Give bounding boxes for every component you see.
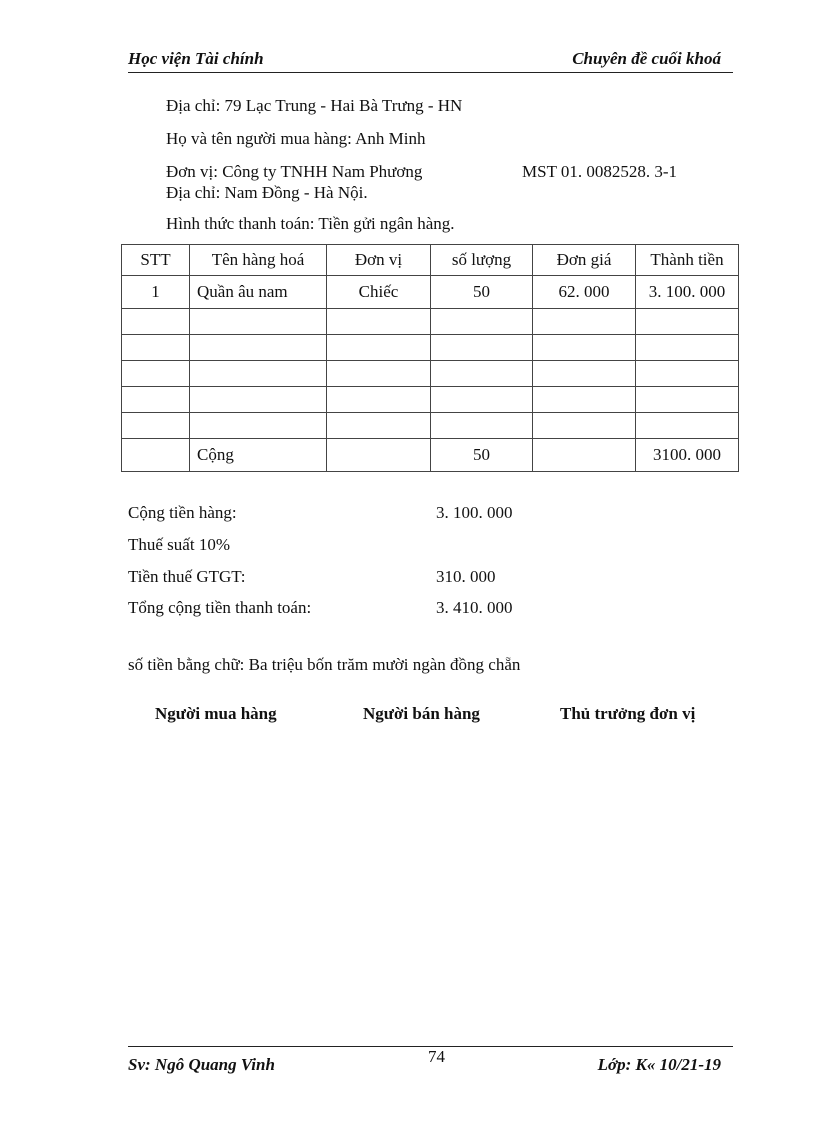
signature-head: Thủ trưởng đơn vị: [560, 704, 696, 723]
tax-code: MST 01. 0082528. 3-1: [522, 162, 678, 181]
table-header-cell: số lượng: [431, 245, 533, 276]
table-row: [122, 276, 739, 309]
cell-name: Quần âu nam: [190, 276, 327, 309]
page-header: [128, 48, 733, 73]
table-header-row: [122, 245, 739, 276]
goods-total-value: 3. 100. 000: [436, 503, 513, 522]
cell-amount: 3. 100. 000: [636, 276, 739, 309]
buyer-name: Họ và tên người mua hàng: Anh Minh: [166, 129, 426, 148]
total-row: [122, 439, 739, 472]
payment-method: Hình thức thanh toán: Tiền gửi ngân hàng.: [166, 214, 455, 233]
total-amount: 3100. 000: [636, 439, 739, 472]
table-header-cell: Đơn vị: [327, 245, 431, 276]
invoice-table: [121, 244, 739, 472]
footer-class: Lớp: K« 10/21-19: [597, 1055, 721, 1074]
signature-seller: Người bán hàng: [363, 704, 480, 723]
vat-value: 310. 000: [436, 567, 496, 586]
table-header-cell: Đơn giá: [533, 245, 636, 276]
grand-total-label: Tổng cộng tiền thanh toán:: [128, 598, 312, 617]
amount-in-words: số tiền bằng chữ: Ba triệu bốn trăm mười ngàn đồng chẵn: [128, 655, 521, 674]
empty-row: [122, 387, 739, 413]
table-header-cell: STT: [122, 245, 190, 276]
table-header-cell: Thành tiền: [636, 245, 739, 276]
buyer-unit: Đơn vị: Công ty TNHH Nam Phương: [166, 162, 423, 181]
tax-rate-label: Thuế suất 10%: [128, 535, 230, 554]
empty-row: [122, 309, 739, 335]
total-qty: 50: [431, 439, 533, 472]
page-number: 74: [428, 1047, 445, 1066]
cell-price: 62. 000: [533, 276, 636, 309]
cell-unit: Chiếc: [327, 276, 431, 309]
grand-total-value: 3. 410. 000: [436, 598, 513, 617]
cell-qty: 50: [431, 276, 533, 309]
seller-address: Địa chỉ: 79 Lạc Trung - Hai Bà Trưng - HN: [166, 96, 463, 115]
footer-student: Sv: Ngô Quang Vinh: [128, 1055, 275, 1074]
total-label: Cộng: [190, 439, 327, 472]
empty-row: [122, 335, 739, 361]
signature-buyer: Người mua hàng: [155, 704, 277, 723]
cell-stt: 1: [122, 276, 190, 309]
empty-row: [122, 413, 739, 439]
goods-total-label: Cộng tiền hàng:: [128, 503, 237, 522]
table-header-cell: Tên hàng hoá: [190, 245, 327, 276]
empty-row: [122, 361, 739, 387]
buyer-address: Địa chỉ: Nam Đồng - Hà Nội.: [166, 183, 368, 202]
header-title: Chuyên đề cuối khoá: [572, 49, 721, 68]
header-institution: Học viện Tài chính: [128, 49, 264, 68]
vat-label: Tiền thuế GTGT:: [128, 567, 246, 586]
page-footer: [128, 1046, 733, 1077]
